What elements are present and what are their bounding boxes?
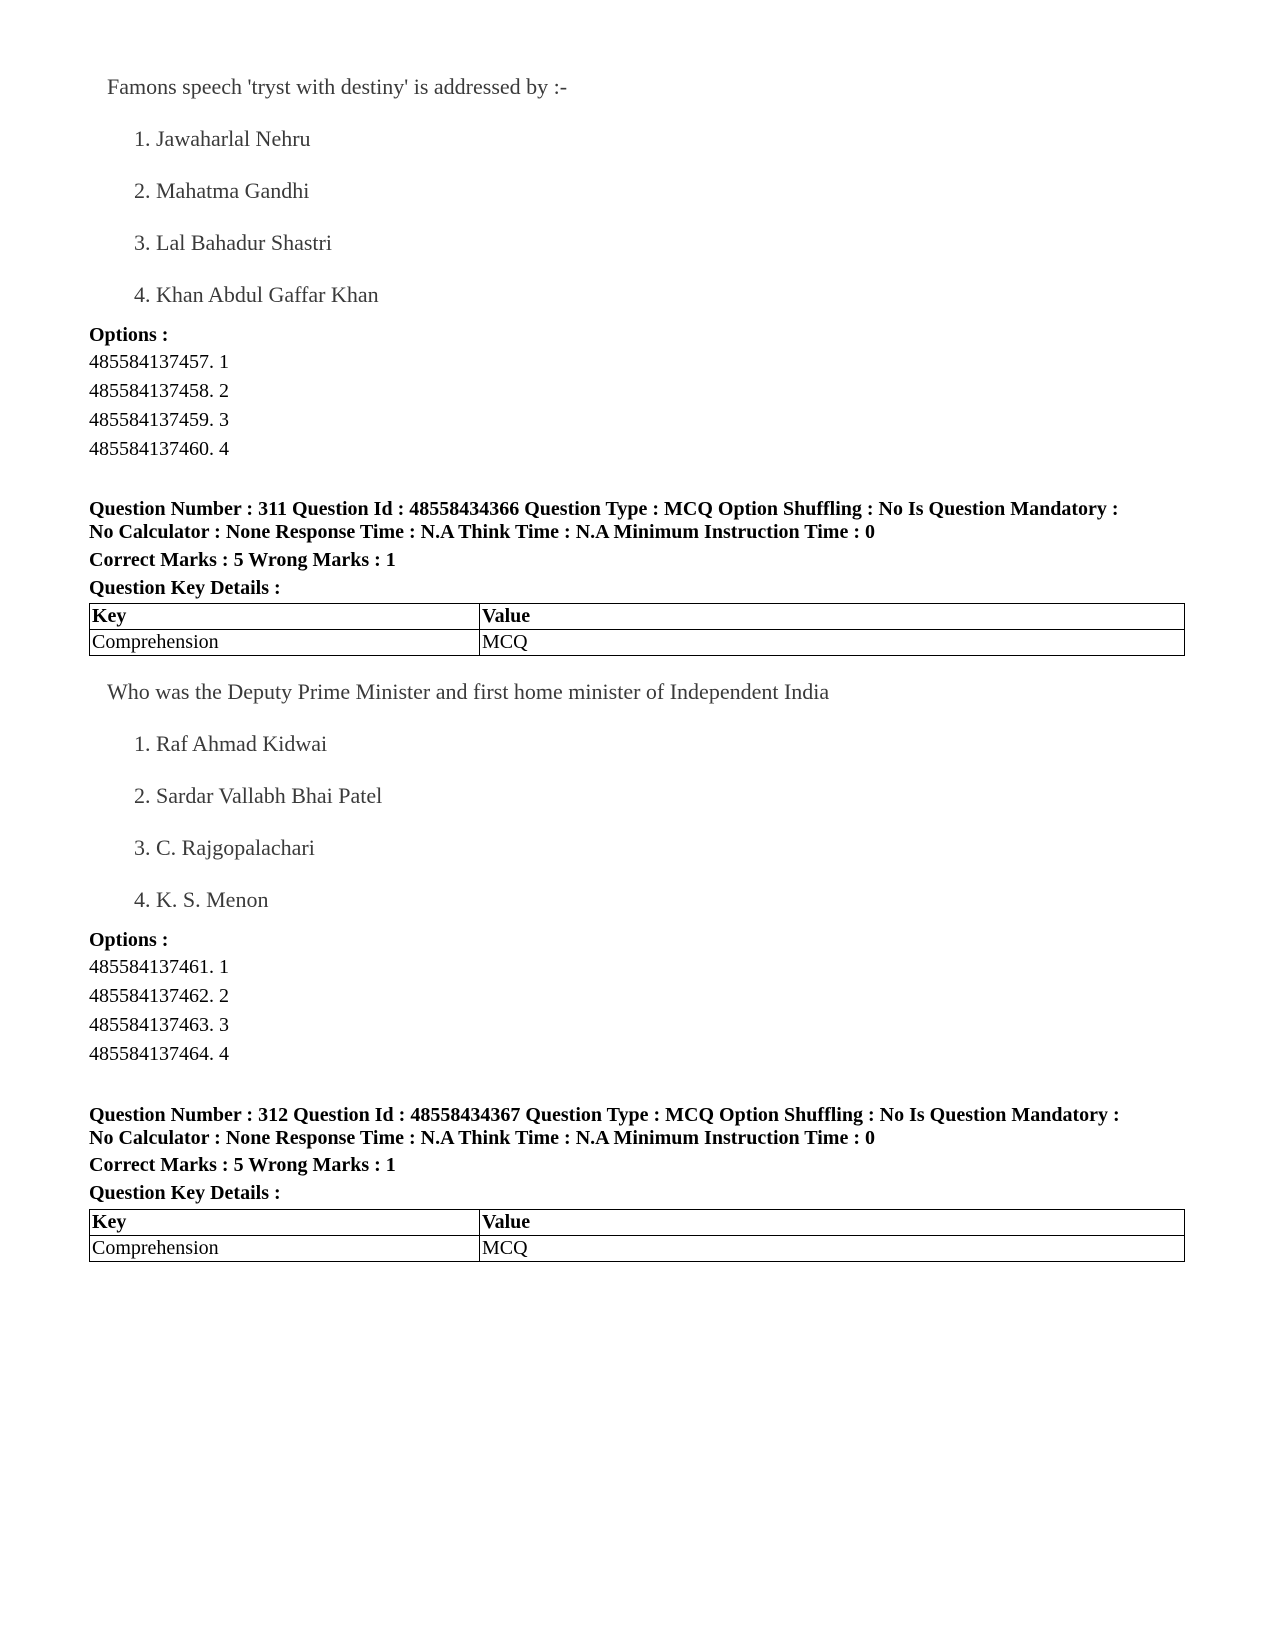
table-header-key: Key	[90, 1210, 480, 1236]
table-row	[90, 630, 1185, 656]
option-item: 485584137457. 1	[89, 351, 229, 373]
option-item: 485584137462. 2	[89, 985, 229, 1007]
question-text: Famons speech 'tryst with destiny' is addressed by :-	[107, 74, 568, 99]
question-meta-line: Question Number : 312 Question Id : 48558434367 Question Type : MCQ Option Shuffling : No Is Question Mandatory :	[89, 1104, 1120, 1126]
table-row	[90, 1236, 1185, 1262]
marks-line: Correct Marks : 5 Wrong Marks : 1	[89, 1154, 396, 1176]
question-choice: 3. Lal Bahadur Shastri	[134, 230, 332, 255]
question-text: Who was the Deputy Prime Minister and first home minister of Independent India	[107, 679, 830, 704]
question-choice: 4. Khan Abdul Gaffar Khan	[134, 282, 379, 307]
options-label: Options :	[89, 324, 169, 346]
question-choice: 1. Raf Ahmad Kidwai	[134, 731, 328, 756]
key-details-label: Question Key Details :	[89, 577, 281, 599]
table-cell-key: Comprehension	[90, 630, 480, 656]
options-list	[89, 953, 229, 1069]
question-meta-line: No Calculator : None Response Time : N.A Think Time : N.A Minimum Instruction Time : 0	[89, 521, 875, 543]
option-item: 485584137459. 3	[89, 409, 229, 431]
key-details-table	[89, 603, 1185, 656]
options-list	[89, 348, 229, 464]
option-item: 485584137458. 2	[89, 380, 229, 402]
option-item: 485584137464. 4	[89, 1043, 229, 1065]
table-cell-value: MCQ	[480, 1236, 1185, 1262]
question-choice: 4. K. S. Menon	[134, 887, 269, 912]
question-choice: 3. C. Rajgopalachari	[134, 835, 315, 860]
table-header-key: Key	[90, 604, 480, 630]
question-choice: 2. Mahatma Gandhi	[134, 178, 310, 203]
marks-line: Correct Marks : 5 Wrong Marks : 1	[89, 549, 396, 571]
question-choice: 1. Jawaharlal Nehru	[134, 126, 311, 151]
option-item: 485584137460. 4	[89, 438, 229, 460]
table-cell-key: Comprehension	[90, 1236, 480, 1262]
table-header-row	[90, 604, 1185, 630]
options-label: Options :	[89, 929, 169, 951]
key-details-table	[89, 1209, 1185, 1262]
option-item: 485584137461. 1	[89, 956, 229, 978]
question-meta-line: Question Number : 311 Question Id : 48558434366 Question Type : MCQ Option Shuffling : No Is Question Mandatory :	[89, 498, 1119, 520]
question-choice: 2. Sardar Vallabh Bhai Patel	[134, 783, 383, 808]
table-header-value: Value	[480, 1210, 1185, 1236]
option-item: 485584137463. 3	[89, 1014, 229, 1036]
table-header-row	[90, 1210, 1185, 1236]
key-details-label: Question Key Details :	[89, 1182, 281, 1204]
question-meta-line: No Calculator : None Response Time : N.A Think Time : N.A Minimum Instruction Time : 0	[89, 1127, 875, 1149]
table-cell-value: MCQ	[480, 630, 1185, 656]
table-header-value: Value	[480, 604, 1185, 630]
